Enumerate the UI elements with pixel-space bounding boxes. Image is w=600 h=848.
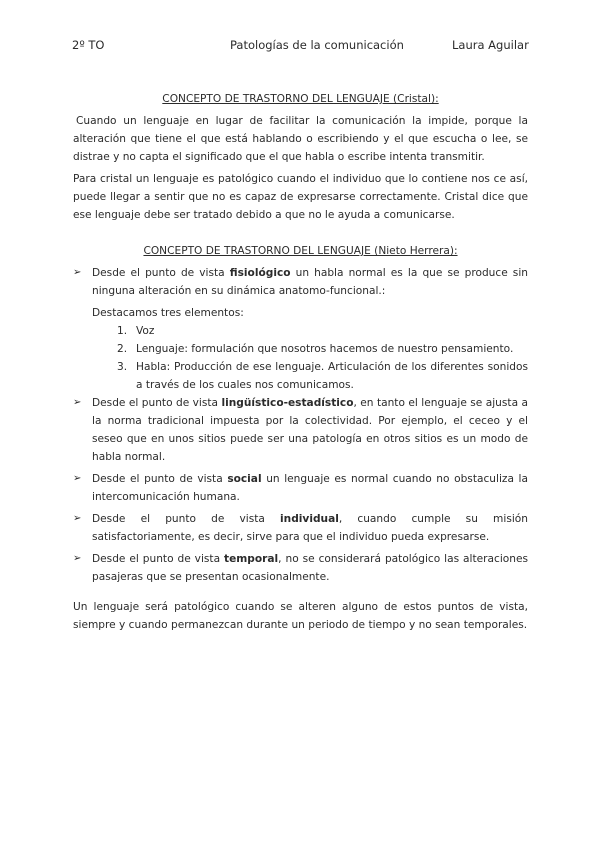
list-item-text: Habla: Producción de ese lenguaje. Articulación de los diferentes sonidos a través de los cuales nos comunicamos. — [136, 361, 528, 391]
bullet-text-post: un lenguaje es normal cuando no obstaculiza la intercomunicación humana. — [92, 473, 528, 503]
list-item-text: Voz — [136, 325, 155, 337]
paragraph-cristal: Para cristal un lenguaje es patológico cuando el individuo que lo contiene nos ce así, puede llegar a sentir que no es capaz de expresarse correctamente. Cristal dice que ese lenguaje debe ser tratado debido a que no le ayuda a comunicarse. — [73, 173, 528, 221]
bullet-text-post: , en tanto el lenguaje se ajusta a la norma tradicional impuesta por la colectividad. Por ejemplo, el ceceo y el seseo que en unos sitios puede ser una patología en otros sitios es un modo de habla normal. — [92, 397, 528, 463]
elements-list — [73, 322, 528, 394]
arrow-bullet-icon: ➢ — [73, 513, 82, 524]
bullet-keyword: fisiológico — [229, 267, 291, 279]
bullet-keyword: individual — [280, 513, 339, 525]
list-item — [73, 322, 528, 340]
arrow-bullet-icon: ➢ — [73, 553, 82, 564]
bullet-keyword: lingüístico-estadístico — [221, 397, 354, 409]
bullet-fisiologico — [73, 264, 528, 300]
bullet-text-pre: Desde el punto de vista — [92, 473, 228, 485]
bullet-linguistico — [73, 394, 528, 466]
bullet-keyword: temporal — [224, 553, 279, 565]
bullet-text-post: , cuando cumple su misión satisfactoriamente, es decir, sirve para que el individuo pueda expresarse. — [92, 513, 528, 543]
bullet-text-pre: Desde el punto de vista — [92, 553, 225, 565]
list-number: 1. — [117, 325, 128, 337]
list-item — [73, 358, 528, 394]
bullet-keyword: social — [227, 473, 262, 485]
bullet-text-pre: Desde el punto de vista — [92, 513, 281, 525]
bullet-text-pre: Desde el punto de vista — [92, 267, 230, 279]
paragraph-conclusion: Un lenguaje será patológico cuando se alteren alguno de estos puntos de vista, siempre y cuando permanezcan durante un periodo de tiempo y no sean temporales. — [73, 601, 528, 631]
header-subject: Patologías de la comunicación — [230, 38, 404, 52]
list-number: 2. — [117, 343, 128, 355]
arrow-bullet-icon: ➢ — [73, 397, 82, 408]
paragraph-definition: Cuando un lenguaje en lugar de facilitar la comunicación la impide, porque la alteración que tiene el que está hablando o escribiendo y el que escucha o lee, se distrae y no capta el significado que el que habla o escribe intenta transmitir. — [73, 115, 528, 163]
bullet-text-pre: Desde el punto de vista — [92, 397, 222, 409]
bullet-temporal — [73, 550, 528, 586]
header-course: 2º TO — [72, 38, 105, 52]
bullet-social — [73, 470, 528, 506]
arrow-bullet-icon: ➢ — [73, 267, 82, 278]
header-author: Laura Aguilar — [452, 38, 529, 52]
section-title-cristal: CONCEPTO DE TRASTORNO DEL LENGUAJE (Cristal): — [162, 93, 439, 105]
document-body — [73, 90, 528, 638]
list-number: 3. — [117, 361, 128, 373]
arrow-bullet-icon: ➢ — [73, 473, 82, 484]
section-title-nieto-herrera: CONCEPTO DE TRASTORNO DEL LENGUAJE (Nieto Herrera): — [143, 245, 458, 257]
bullet-individual — [73, 510, 528, 546]
bullet-text-post: , no se considerará patológico las alteraciones pasajeras que se presentan ocasionalmente. — [92, 553, 528, 583]
elements-intro: Destacamos tres elementos: — [92, 307, 244, 319]
list-item-text: Lenguaje: formulación que nosotros hacemos de nuestro pensamiento. — [136, 343, 514, 355]
bullet-text-post: un habla normal es la que se produce sin ninguna alteración en su dinámica anatomo-funcional.: — [92, 267, 528, 297]
list-item — [73, 340, 528, 358]
